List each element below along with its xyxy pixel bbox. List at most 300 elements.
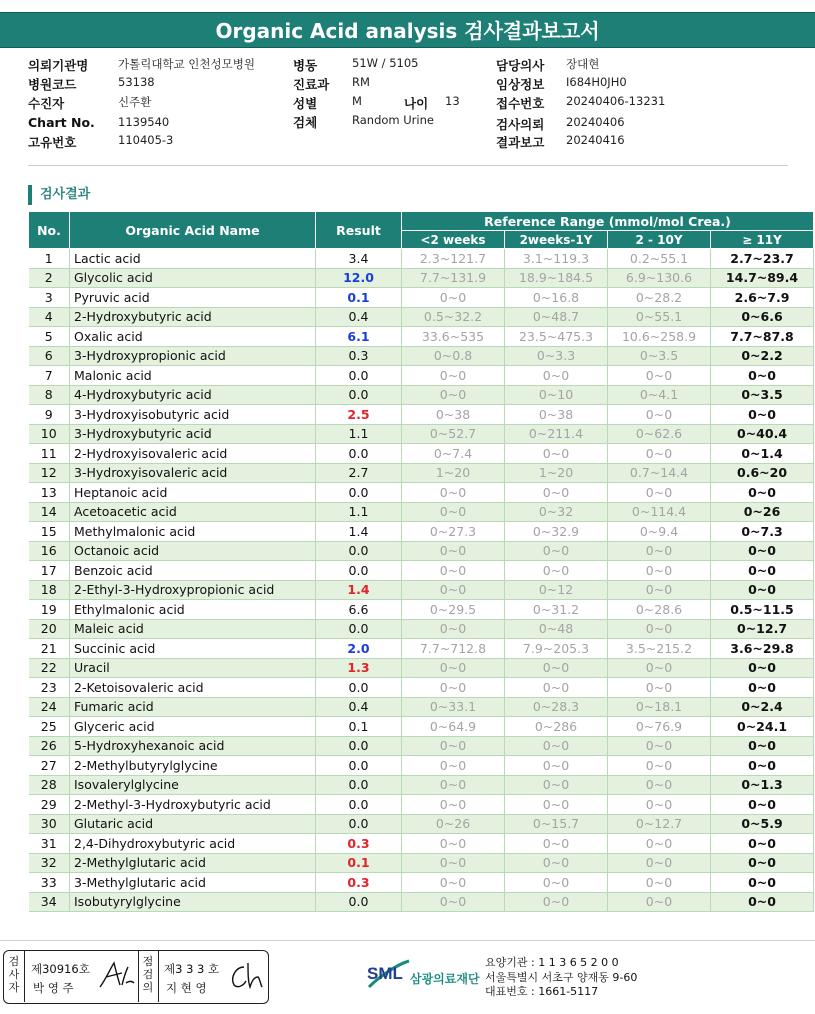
- info-label: 임상정보: [496, 77, 545, 92]
- info-label: 고유번호: [28, 135, 77, 150]
- row-no: 9: [29, 405, 70, 425]
- row-range-2w-1y: 0~0: [505, 444, 608, 464]
- row-range-2-10y: 0~0: [608, 892, 711, 912]
- row-range-lt2w: 0~0: [402, 853, 505, 873]
- sign-divider: [138, 951, 139, 1002]
- results-table: [28, 211, 815, 912]
- table-row: [29, 444, 815, 464]
- row-range-lt2w: 0~38: [402, 405, 505, 425]
- row-range-lt2w: 0~0: [402, 678, 505, 698]
- header-reference: Reference Range (mmol/mol Crea.): [402, 212, 814, 231]
- row-range-11y: 2.7~23.7: [711, 249, 814, 269]
- info-value: 신주환: [118, 95, 152, 109]
- row-range-lt2w: 2.3~121.7: [402, 249, 505, 269]
- info-label: 결과보고: [496, 135, 545, 150]
- row-result: 2.5: [316, 405, 402, 425]
- row-name: Isovalerylglycine: [70, 775, 316, 795]
- row-name: 3-Hydroxyisovaleric acid: [70, 463, 316, 483]
- row-range-2-10y: 0~0: [608, 580, 711, 600]
- table-row: [29, 307, 815, 327]
- row-no: 3: [29, 288, 70, 308]
- row-name: 3-Hydroxypropionic acid: [70, 346, 316, 366]
- row-result: 0.1: [316, 853, 402, 873]
- row-name: Acetoacetic acid: [70, 502, 316, 522]
- info-value: 13: [445, 94, 460, 108]
- table-row: [29, 795, 815, 815]
- table-row: [29, 522, 815, 542]
- row-range-lt2w: 0~0: [402, 736, 505, 756]
- row-result: 0.3: [316, 346, 402, 366]
- row-range-lt2w: 0~52.7: [402, 424, 505, 444]
- row-range-11y: 3.6~29.8: [711, 639, 814, 659]
- row-range-lt2w: 1~20: [402, 463, 505, 483]
- row-name: 3-Methylglutaric acid: [70, 873, 316, 893]
- row-range-2w-1y: 0~0: [505, 873, 608, 893]
- row-result: 0.0: [316, 385, 402, 405]
- row-range-2-10y: 0~3.5: [608, 346, 711, 366]
- row-result: 0.0: [316, 678, 402, 698]
- info-value: M: [352, 94, 362, 108]
- row-range-2w-1y: 7.9~205.3: [505, 639, 608, 659]
- row-no: 25: [29, 717, 70, 737]
- row-name: 3-Hydroxyisobutyric acid: [70, 405, 316, 425]
- row-range-2-10y: 0~0: [608, 834, 711, 854]
- row-result: 2.0: [316, 639, 402, 659]
- row-range-2w-1y: 0~12: [505, 580, 608, 600]
- row-range-2w-1y: 0~28.3: [505, 697, 608, 717]
- table-row: [29, 483, 815, 503]
- row-range-lt2w: 33.6~535: [402, 327, 505, 347]
- row-no: 28: [29, 775, 70, 795]
- info-value: 53138: [118, 75, 155, 89]
- row-name: Succinic acid: [70, 639, 316, 659]
- row-range-2-10y: 0~0: [608, 795, 711, 815]
- table-row: [29, 424, 815, 444]
- row-range-lt2w: 0~0: [402, 756, 505, 776]
- row-range-11y: 0~0: [711, 756, 814, 776]
- table-row: [29, 580, 815, 600]
- row-name: 2-Methylglutaric acid: [70, 853, 316, 873]
- row-no: 19: [29, 600, 70, 620]
- row-no: 31: [29, 834, 70, 854]
- row-range-11y: 0~0: [711, 561, 814, 581]
- sign-divider: [158, 951, 159, 1002]
- row-no: 23: [29, 678, 70, 698]
- table-row: [29, 639, 815, 659]
- table-row: [29, 892, 815, 912]
- org-info: [485, 956, 637, 1000]
- tester-name: 박 영 주: [33, 981, 74, 995]
- row-range-2-10y: 0~28.6: [608, 600, 711, 620]
- row-range-lt2w: 0~0: [402, 541, 505, 561]
- row-no: 14: [29, 502, 70, 522]
- row-range-11y: 0.6~20: [711, 463, 814, 483]
- row-range-11y: 0~0: [711, 483, 814, 503]
- row-range-2w-1y: 23.5~475.3: [505, 327, 608, 347]
- row-result: 1.1: [316, 502, 402, 522]
- table-row: [29, 814, 815, 834]
- table-row: [29, 717, 815, 737]
- table-row: [29, 834, 815, 854]
- info-label: Chart No.: [28, 115, 95, 130]
- row-range-lt2w: 0~27.3: [402, 522, 505, 542]
- row-range-11y: 0~26: [711, 502, 814, 522]
- row-range-2-10y: 0~0: [608, 366, 711, 386]
- row-name: Benzoic acid: [70, 561, 316, 581]
- org-phone: 대표번호 : 1661-5117: [485, 985, 599, 998]
- row-range-11y: 0~0: [711, 834, 814, 854]
- org-code: 요양기관 : 1 1 3 6 5 2 0 0: [485, 956, 619, 969]
- row-range-lt2w: 7.7~712.8: [402, 639, 505, 659]
- row-result: 1.4: [316, 580, 402, 600]
- row-range-lt2w: 0~0: [402, 483, 505, 503]
- row-no: 16: [29, 541, 70, 561]
- row-name: Methylmalonic acid: [70, 522, 316, 542]
- row-range-2w-1y: 18.9~184.5: [505, 268, 608, 288]
- row-range-2w-1y: 0~31.2: [505, 600, 608, 620]
- row-range-2-10y: 0~55.1: [608, 307, 711, 327]
- row-range-2-10y: 10.6~258.9: [608, 327, 711, 347]
- info-value: 가톨릭대학교 인천성모병원: [118, 57, 255, 71]
- table-row: [29, 288, 815, 308]
- row-range-lt2w: 0~33.1: [402, 697, 505, 717]
- row-range-2w-1y: 0~15.7: [505, 814, 608, 834]
- row-range-2w-1y: 0~0: [505, 658, 608, 678]
- table-row: [29, 853, 815, 873]
- table-row: [29, 600, 815, 620]
- info-value: 20240416: [566, 133, 625, 147]
- table-row: [29, 385, 815, 405]
- logo-name: 삼광의료재단: [410, 972, 480, 986]
- row-range-lt2w: 0~0: [402, 619, 505, 639]
- row-range-lt2w: 0~0: [402, 366, 505, 386]
- row-range-11y: 0~0: [711, 580, 814, 600]
- row-range-lt2w: 0~0: [402, 795, 505, 815]
- row-range-2-10y: 0.7~14.4: [608, 463, 711, 483]
- row-range-lt2w: 0~0: [402, 385, 505, 405]
- divider: [28, 165, 788, 166]
- row-range-lt2w: 0~0: [402, 658, 505, 678]
- row-range-2-10y: 0~0: [608, 541, 711, 561]
- row-no: 12: [29, 463, 70, 483]
- row-range-11y: 0~40.4: [711, 424, 814, 444]
- row-name: 2-Ethyl-3-Hydroxypropionic acid: [70, 580, 316, 600]
- row-name: Pyruvic acid: [70, 288, 316, 308]
- table-row: [29, 268, 815, 288]
- row-name: Octanoic acid: [70, 541, 316, 561]
- row-range-2w-1y: 0~10: [505, 385, 608, 405]
- tester-signature-icon: [96, 959, 136, 993]
- row-range-2w-1y: 0~38: [505, 405, 608, 425]
- row-name: 2-Methylbutyrylglycine: [70, 756, 316, 776]
- info-label: 접수번호: [496, 96, 545, 111]
- info-value: Random Urine: [352, 113, 434, 127]
- row-no: 13: [29, 483, 70, 503]
- row-range-lt2w: 0~0: [402, 775, 505, 795]
- info-label: 병원코드: [28, 77, 77, 92]
- row-range-2-10y: 0~0: [608, 873, 711, 893]
- row-result: 0.0: [316, 444, 402, 464]
- row-range-lt2w: 0~0: [402, 892, 505, 912]
- table-row: [29, 619, 815, 639]
- row-range-2-10y: 0~0: [608, 444, 711, 464]
- row-result: 0.0: [316, 541, 402, 561]
- row-range-11y: 0~12.7: [711, 619, 814, 639]
- row-range-2-10y: 0~9.4: [608, 522, 711, 542]
- row-range-2-10y: 0~4.1: [608, 385, 711, 405]
- row-range-2w-1y: 0~16.8: [505, 288, 608, 308]
- footer-divider: [0, 940, 815, 941]
- sign-divider: [24, 951, 25, 1002]
- row-range-2w-1y: 0~286: [505, 717, 608, 737]
- row-no: 15: [29, 522, 70, 542]
- row-name: 5-Hydroxyhexanoic acid: [70, 736, 316, 756]
- row-no: 7: [29, 366, 70, 386]
- header-range: 2 - 10Y: [608, 231, 711, 249]
- row-range-2-10y: 3.5~215.2: [608, 639, 711, 659]
- row-no: 8: [29, 385, 70, 405]
- row-range-2-10y: 0~62.6: [608, 424, 711, 444]
- row-name: Glyceric acid: [70, 717, 316, 737]
- row-result: 0.3: [316, 834, 402, 854]
- row-no: 21: [29, 639, 70, 659]
- info-value: 1139540: [118, 115, 170, 129]
- row-no: 26: [29, 736, 70, 756]
- row-result: 0.4: [316, 697, 402, 717]
- table-row: [29, 697, 815, 717]
- info-label: 검체: [293, 115, 318, 130]
- row-range-lt2w: 0~0: [402, 502, 505, 522]
- row-range-11y: 14.7~89.4: [711, 268, 814, 288]
- row-result: 3.4: [316, 249, 402, 269]
- row-no: 20: [29, 619, 70, 639]
- row-result: 0.0: [316, 892, 402, 912]
- info-value: RM: [352, 75, 370, 89]
- row-range-lt2w: 0~0.8: [402, 346, 505, 366]
- row-range-2w-1y: 0~0: [505, 541, 608, 561]
- row-range-2-10y: 0~0: [608, 853, 711, 873]
- row-name: Malonic acid: [70, 366, 316, 386]
- row-no: 22: [29, 658, 70, 678]
- row-range-2-10y: 0~0: [608, 775, 711, 795]
- table-row: [29, 502, 815, 522]
- row-range-lt2w: 0~26: [402, 814, 505, 834]
- row-name: Uracil: [70, 658, 316, 678]
- row-no: 34: [29, 892, 70, 912]
- table-row: [29, 463, 815, 483]
- row-range-lt2w: 0~7.4: [402, 444, 505, 464]
- row-name: 2-Ketoisovaleric acid: [70, 678, 316, 698]
- row-range-11y: 0~0: [711, 736, 814, 756]
- row-name: 2-Hydroxyisovaleric acid: [70, 444, 316, 464]
- table-row: [29, 405, 815, 425]
- row-range-lt2w: 0.5~32.2: [402, 307, 505, 327]
- row-result: 12.0: [316, 268, 402, 288]
- table-row: [29, 541, 815, 561]
- table-row: [29, 678, 815, 698]
- row-range-2-10y: 0~0: [608, 561, 711, 581]
- tester-license: 제30916호: [31, 962, 90, 976]
- info-label: 나이: [404, 96, 429, 111]
- row-result: 6.1: [316, 327, 402, 347]
- row-range-2-10y: 0~12.7: [608, 814, 711, 834]
- row-no: 1: [29, 249, 70, 269]
- sml-logo-icon: [367, 957, 411, 993]
- logo-mark: SML: [367, 964, 403, 983]
- row-range-2w-1y: 0~48.7: [505, 307, 608, 327]
- row-result: 0.0: [316, 483, 402, 503]
- row-range-2-10y: 0~0: [608, 405, 711, 425]
- row-range-11y: 0~0: [711, 541, 814, 561]
- row-range-2w-1y: 0~48: [505, 619, 608, 639]
- info-value: 장대현: [566, 57, 600, 71]
- row-range-lt2w: 7.7~131.9: [402, 268, 505, 288]
- row-range-2w-1y: 0~32.9: [505, 522, 608, 542]
- row-no: 11: [29, 444, 70, 464]
- table-row: [29, 775, 815, 795]
- row-result: 0.0: [316, 366, 402, 386]
- row-range-2-10y: 0~28.2: [608, 288, 711, 308]
- row-range-lt2w: 0~0: [402, 561, 505, 581]
- row-name: 2-Hydroxybutyric acid: [70, 307, 316, 327]
- row-range-lt2w: 0~0: [402, 288, 505, 308]
- row-no: 6: [29, 346, 70, 366]
- row-range-2w-1y: 0~0: [505, 736, 608, 756]
- info-label: 의뢰기관명: [28, 58, 89, 73]
- row-name: Oxalic acid: [70, 327, 316, 347]
- header-range: 2weeks-1Y: [505, 231, 608, 249]
- row-result: 6.6: [316, 600, 402, 620]
- row-result: 2.7: [316, 463, 402, 483]
- row-name: 4-Hydroxybutyric acid: [70, 385, 316, 405]
- row-range-2w-1y: 0~0: [505, 561, 608, 581]
- row-range-11y: 0~0: [711, 366, 814, 386]
- row-range-11y: 0~0: [711, 795, 814, 815]
- checker-license: 제3 3 3 호: [164, 962, 220, 976]
- row-range-11y: 7.7~87.8: [711, 327, 814, 347]
- row-range-11y: 0~5.9: [711, 814, 814, 834]
- row-range-2-10y: 0~0: [608, 756, 711, 776]
- row-range-2w-1y: 0~0: [505, 483, 608, 503]
- row-no: 5: [29, 327, 70, 347]
- row-range-2w-1y: 0~0: [505, 834, 608, 854]
- section-title: 검사결과: [28, 185, 90, 205]
- row-name: 2,4-Dihydroxybutyric acid: [70, 834, 316, 854]
- header-name: Organic Acid Name: [70, 212, 316, 249]
- info-value: 51W / 5105: [352, 56, 419, 70]
- row-range-lt2w: 0~0: [402, 873, 505, 893]
- row-name: Ethylmalonic acid: [70, 600, 316, 620]
- info-label: 담당의사: [496, 58, 545, 73]
- table-row: [29, 249, 815, 269]
- tester-label: 검 사 자: [8, 955, 20, 994]
- row-name: Glutaric acid: [70, 814, 316, 834]
- row-range-11y: 0~2.2: [711, 346, 814, 366]
- row-name: Fumaric acid: [70, 697, 316, 717]
- row-range-lt2w: 0~29.5: [402, 600, 505, 620]
- row-range-lt2w: 0~64.9: [402, 717, 505, 737]
- org-address: 서울특별시 서초구 양재동 9-60: [485, 970, 638, 984]
- row-range-2-10y: 0~114.4: [608, 502, 711, 522]
- row-result: 1.3: [316, 658, 402, 678]
- row-range-2-10y: 0~0: [608, 736, 711, 756]
- row-range-11y: 0~0: [711, 658, 814, 678]
- row-range-2-10y: 0~18.1: [608, 697, 711, 717]
- row-range-11y: 0~24.1: [711, 717, 814, 737]
- row-no: 18: [29, 580, 70, 600]
- row-no: 17: [29, 561, 70, 581]
- row-result: 0.0: [316, 619, 402, 639]
- row-range-11y: 0~0: [711, 853, 814, 873]
- row-range-11y: 0~3.5: [711, 385, 814, 405]
- row-result: 0.3: [316, 873, 402, 893]
- row-result: 0.0: [316, 561, 402, 581]
- row-no: 27: [29, 756, 70, 776]
- row-range-2w-1y: 0~0: [505, 892, 608, 912]
- row-no: 33: [29, 873, 70, 893]
- row-no: 30: [29, 814, 70, 834]
- table-row: [29, 756, 815, 776]
- row-range-2w-1y: 0~0: [505, 795, 608, 815]
- info-value: 110405-3: [118, 133, 174, 147]
- row-no: 4: [29, 307, 70, 327]
- row-range-2-10y: 0~0: [608, 658, 711, 678]
- table-row: [29, 327, 815, 347]
- row-name: Maleic acid: [70, 619, 316, 639]
- row-no: 10: [29, 424, 70, 444]
- info-value: I684H0JH0: [566, 75, 627, 89]
- row-range-2-10y: 0~0: [608, 619, 711, 639]
- table-row: [29, 366, 815, 386]
- row-range-2-10y: 0~76.9: [608, 717, 711, 737]
- row-range-2-10y: 0~0: [608, 678, 711, 698]
- row-range-2-10y: 0.2~55.1: [608, 249, 711, 269]
- row-range-11y: 0~6.6: [711, 307, 814, 327]
- row-no: 32: [29, 853, 70, 873]
- row-range-lt2w: 0~0: [402, 580, 505, 600]
- row-range-2w-1y: 0~0: [505, 678, 608, 698]
- row-result: 0.0: [316, 775, 402, 795]
- row-no: 2: [29, 268, 70, 288]
- row-result: 1.4: [316, 522, 402, 542]
- row-name: Glycolic acid: [70, 268, 316, 288]
- row-range-11y: 0~1.4: [711, 444, 814, 464]
- info-value: 20240406: [566, 115, 625, 129]
- signature-box: [3, 950, 269, 1004]
- table-row: [29, 873, 815, 893]
- report-title: Organic Acid analysis 검사결과보고서: [0, 12, 815, 48]
- row-result: 0.0: [316, 795, 402, 815]
- row-range-11y: 0~7.3: [711, 522, 814, 542]
- header-range: <2 weeks: [402, 231, 505, 249]
- info-label: 진료과: [293, 77, 330, 92]
- row-result: 1.1: [316, 424, 402, 444]
- row-result: 0.0: [316, 814, 402, 834]
- row-range-2w-1y: 0~0: [505, 366, 608, 386]
- row-range-11y: 0~1.3: [711, 775, 814, 795]
- row-range-2-10y: 0~0: [608, 483, 711, 503]
- info-label: 병동: [293, 58, 318, 73]
- row-result: 0.1: [316, 288, 402, 308]
- info-label: 검사의뢰: [496, 117, 545, 132]
- row-range-2w-1y: 0~0: [505, 756, 608, 776]
- row-name: Isobutyrylglycine: [70, 892, 316, 912]
- header-range: ≥ 11Y: [711, 231, 814, 249]
- row-range-2w-1y: 0~32: [505, 502, 608, 522]
- row-range-11y: 0.5~11.5: [711, 600, 814, 620]
- row-range-11y: 0~2.4: [711, 697, 814, 717]
- row-no: 29: [29, 795, 70, 815]
